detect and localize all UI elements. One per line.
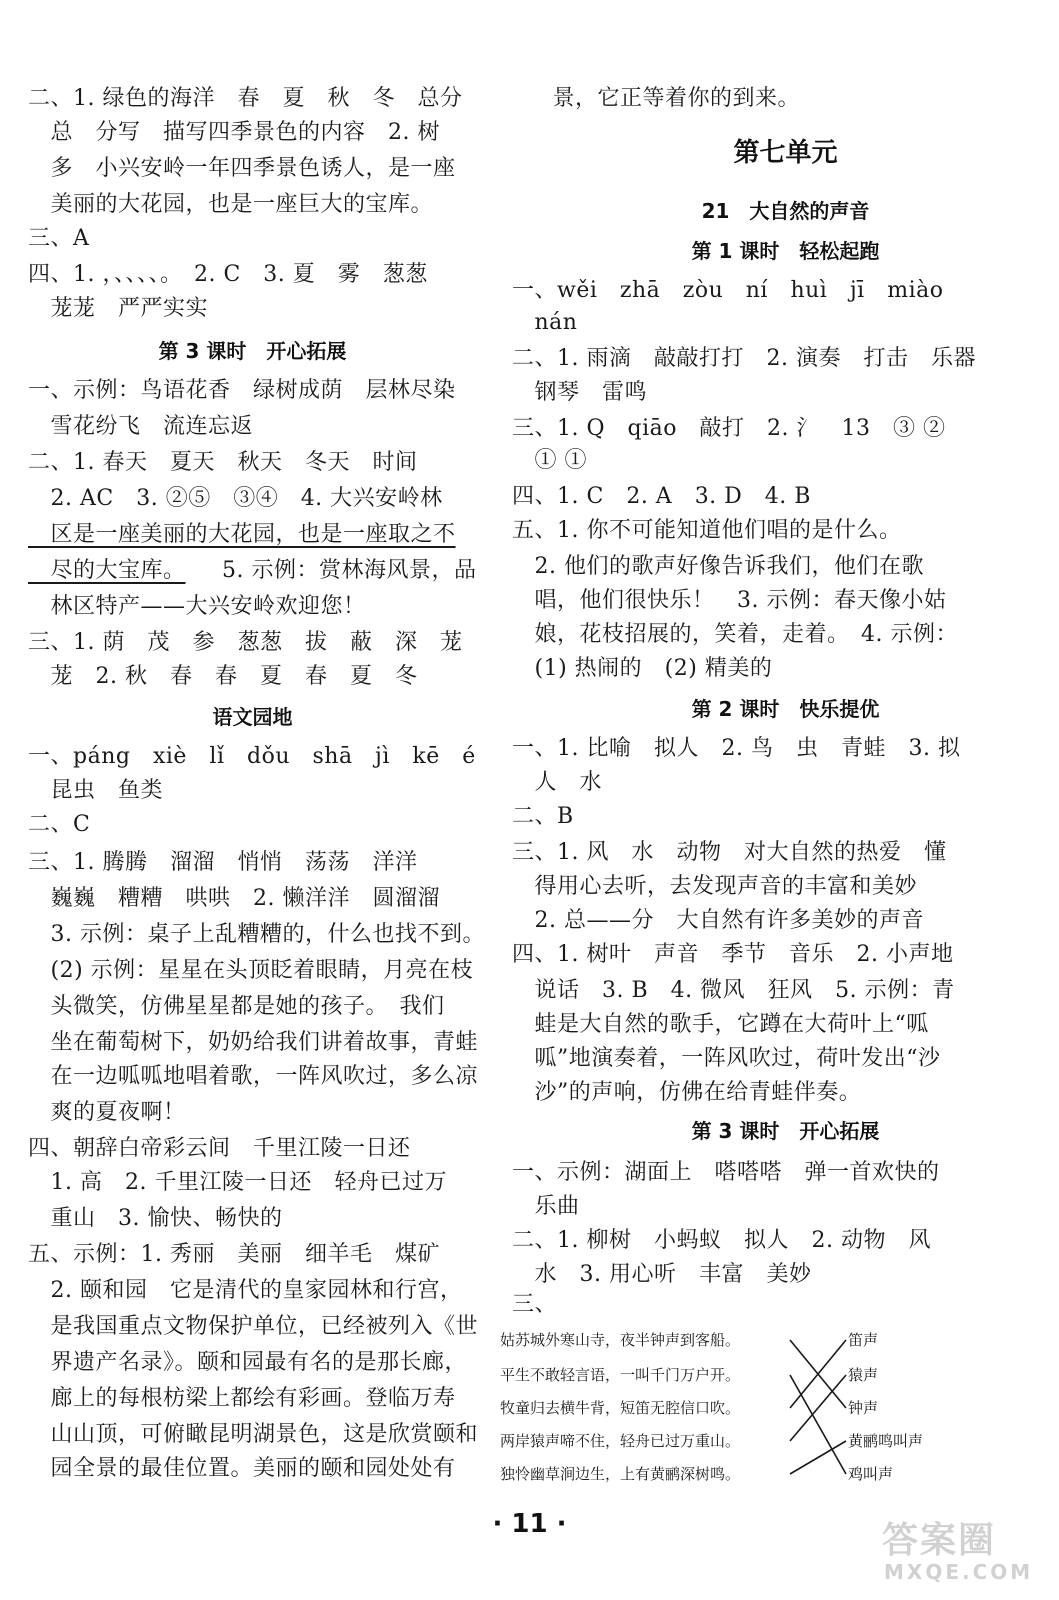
answer-line: 五、示例：1. 秀丽 美丽 细羊毛 煤矿: [28, 1242, 440, 1267]
answer-line: 雪花纷飞 流连忘返: [28, 414, 254, 439]
answer-line: 三、1. 风 水 动物 对大自然的热爱 懂: [512, 840, 947, 865]
answer-line: 钢琴 雷鸣: [512, 380, 648, 405]
answer-line: 1. 高 2. 千里江陵一日还 轻舟已过万: [28, 1170, 447, 1195]
answer-line: 头微笑，仿佛星星都是她的孩子。 我们: [28, 994, 445, 1019]
answer-line: 一、wěi zhā zòu ní huì jī miào: [512, 278, 944, 303]
answer-line: 乐曲: [512, 1194, 580, 1219]
sound-option: 鸡叫声: [848, 1465, 894, 1483]
section-heading: 第 3 课时 开心拓展: [691, 1119, 880, 1143]
sound-option: 钟声: [848, 1399, 879, 1417]
answer-line: 二、C: [28, 812, 91, 837]
answer-line: 四、1. 树叶 声音 季节 音乐 2. 小声地: [512, 942, 954, 967]
matching-lines: [512, 0, 1059, 1500]
answer-line: 园全景的最佳位置。美丽的颐和园处处有: [28, 1456, 456, 1481]
answer-line: 人 水: [512, 770, 603, 795]
answer-line: 二、B: [512, 804, 574, 829]
answer-line: 五、1. 你不可能知道他们唱的是什么。: [512, 518, 902, 543]
answer-line: 三、: [512, 1292, 558, 1317]
answer-line: 3. 示例：桌子上乱糟糟的，什么也找不到。: [28, 922, 485, 947]
answer-line: 山山顶，可俯瞰昆明湖景色，这是欣赏颐和: [28, 1422, 479, 1447]
answer-line: 三、1. Q qiāo 敲打 2. 氵 13 ③ ②: [512, 416, 946, 441]
match-line: [790, 1441, 846, 1474]
page-number: · 11 ·: [492, 1509, 567, 1539]
poem-line: 独怜幽草涧边生，上有黄鹂深树鸣。: [500, 1465, 741, 1483]
section-heading: 语文园地: [212, 705, 293, 729]
answer-line: 美丽的大花园，也是一座巨大的宝库。: [28, 192, 434, 217]
answer-line-underlined: 尽的大宝库。: [28, 558, 186, 583]
answer-line: 水 3. 用心听 丰富 美妙: [512, 1262, 812, 1287]
answer-line: 得用心去听，去发现声音的丰富和美妙: [512, 874, 918, 899]
answer-line: 二、1. 绿色的海洋 春 夏 秋 冬 总分: [28, 86, 463, 111]
answer-line: 一、páng xiè lǐ dǒu shā jì kē é: [28, 744, 476, 769]
poem-line: 姑苏城外寒山寺，夜半钟声到客船。: [500, 1331, 741, 1349]
lesson-title: 21 大自然的声音: [701, 199, 870, 223]
answer-line: 一、示例：湖面上 嗒嗒嗒 弹一首欢快的: [512, 1160, 940, 1185]
answer-line: 坐在葡萄树下，奶奶给我们讲着故事，青蛙: [28, 1030, 479, 1055]
sound-option: 笛声: [848, 1331, 879, 1349]
answer-line: 昆虫 鱼类: [28, 778, 164, 803]
watermark-url: MXQE.COM: [884, 1560, 1034, 1584]
answer-line: 2. 他们的歌声好像告诉我们，他们在歌: [512, 554, 924, 579]
answer-line: 廊上的每根枋梁上都绘有彩画。登临万寿: [28, 1386, 456, 1411]
answer-line: 三、A: [28, 226, 90, 251]
answer-line: (1) 热闹的 (2) 精美的: [512, 656, 773, 681]
sound-option: 猿声: [848, 1366, 879, 1384]
answer-line: 多 小兴安岭一年四季景色诱人，是一座: [28, 156, 456, 181]
answer-line-underlined: 区是一座美丽的大花园，也是一座取之不: [28, 522, 456, 547]
match-line: [790, 1375, 846, 1441]
answer-line: 重山 3. 愉快、畅快的: [28, 1206, 283, 1231]
match-line: [790, 1375, 846, 1474]
answer-line: 景，它正等着你的到来。: [530, 86, 801, 111]
answer-line: 一、1. 比喻 拟人 2. 鸟 虫 青蛙 3. 拟: [512, 736, 961, 761]
answer-line: ① ①: [512, 448, 587, 473]
answer-line: 5. 示例：赏林海风景，品: [222, 558, 477, 583]
answer-line: 三、1. 腾腾 溜溜 悄悄 荡荡 洋洋: [28, 850, 418, 875]
poem-line: 平生不敢轻言语，一叫千门万户开。: [500, 1366, 741, 1384]
section-heading: 第 3 课时 开心拓展: [158, 339, 347, 363]
answer-line: 唱，他们很快乐！ 3. 示例：春天像小姑: [512, 588, 947, 613]
answer-line: 二、1. 柳树 小蚂蚁 拟人 2. 动物 风: [512, 1228, 931, 1253]
sound-option: 黄鹂鸣叫声: [848, 1432, 924, 1450]
answer-line: 是我国重点文物保护单位，已经被列入《世: [28, 1314, 479, 1339]
answer-line: 总 分写 描写四季景色的内容 2. 树: [28, 120, 440, 145]
answer-line: 二、1. 雨滴 敲敲打打 2. 演奏 打击 乐器: [512, 346, 976, 371]
answer-line: 四、朝辞白帝彩云间 千里江陵一日还: [28, 1136, 411, 1161]
answer-line: 2. 总——分 大自然有许多美妙的声音: [512, 908, 924, 933]
answer-line: 沙”的声响，仿佛在给青蛙伴奏。: [512, 1080, 862, 1105]
watermark-logo: 答案圈: [882, 1520, 997, 1561]
answer-line: 娘，花枝招展的，笑着，走着。 4. 示例：: [512, 622, 958, 647]
answer-line: 爽的夏夜啊！: [28, 1100, 186, 1125]
answer-line: 四、1. C 2. A 3. D 4. B: [512, 484, 811, 509]
section-heading: 第 2 课时 快乐提优: [691, 697, 880, 721]
answer-line: 一、示例：鸟语花香 绿树成荫 层林尽染: [28, 378, 456, 403]
answer-line: 2. 颐和园 它是清代的皇家园林和行宫，: [28, 1278, 463, 1303]
unit-title: 第七单元: [733, 138, 838, 168]
answer-line: 茏茏 严严实实: [28, 296, 209, 321]
answer-line: 茏 2. 秋 春 春 夏 春 夏 冬: [28, 664, 418, 689]
answer-line: 蛙是大自然的歌手，它蹲在大荷叶上“呱: [512, 1012, 929, 1037]
answer-line: 2. AC 3. ②⑤ ③④ 4. 大兴安岭林: [28, 486, 443, 511]
answer-line: 界遗产名录》。颐和园最有名的是那长廊，: [28, 1350, 468, 1375]
section-heading: 第 1 课时 轻松起跑: [691, 239, 880, 263]
answer-line: 在一边呱呱地唱着歌，一阵风吹过，多么凉: [28, 1064, 479, 1089]
answer-line: 说话 3. B 4. 微风 狂风 5. 示例：青: [512, 978, 955, 1003]
answer-line: nán: [512, 310, 578, 335]
answer-line: 二、1. 春天 夏天 秋天 冬天 时间: [28, 450, 418, 475]
answer-line: 三、1. 荫 茂 参 葱葱 拔 蔽 深 茏: [28, 630, 463, 655]
answer-line: 巍巍 糟糟 哄哄 2. 懒洋洋 圆溜溜: [28, 886, 440, 911]
answer-line: 四、1. ，、、、、。 2. C 3. 夏 雾 葱葱: [28, 262, 428, 287]
poem-line: 两岸猿声啼不住，轻舟已过万重山。: [500, 1432, 741, 1450]
answer-line: 呱”地演奏着，一阵风吹过，荷叶发出“沙: [512, 1046, 941, 1071]
answer-line: 林区特产——大兴安岭欢迎您！: [28, 594, 366, 619]
poem-line: 牧童归去横牛背，短笛无腔信口吹。: [500, 1399, 741, 1417]
answer-line: (2) 示例：星星在头顶眨着眼睛，月亮在枝: [28, 958, 474, 983]
